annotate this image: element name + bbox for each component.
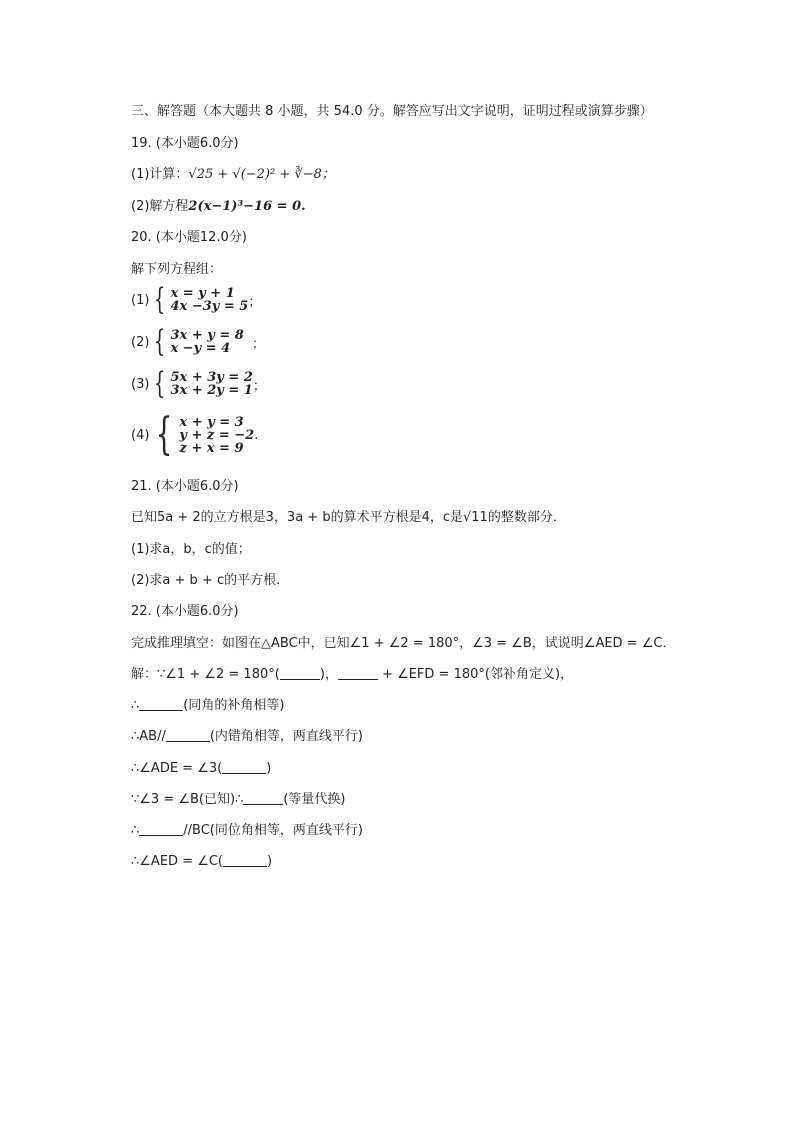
q20-system-2 <box>131 324 265 359</box>
q19-part1-expr: √25 + √(−2)² + ∛−8； <box>188 167 335 182</box>
q21-statement: 已知5a + 2的立方根是3，3a + b的算术平方根是4，c是√11的整数部分． <box>131 510 566 525</box>
q20-system-3-tail: ； <box>252 378 266 394</box>
q22-step-7 <box>131 853 272 871</box>
answer-blank-4[interactable] <box>166 729 210 742</box>
q19-part2-expr: 2(x−1)³−16 = 0. <box>188 199 306 214</box>
q22-step-5-b: (等量代换) <box>283 792 346 807</box>
answer-blank-1[interactable] <box>280 667 320 680</box>
q20-system-2-tail: ； <box>251 336 265 352</box>
q22-step-3-b: (内错角相等，两直线平行) <box>209 729 363 744</box>
q20-system-1-label: (1) <box>131 292 150 308</box>
q22-step-2-b: (同角的补角相等) <box>183 698 285 713</box>
section-title: 三、解答题（本大题共 8 小题，共 54.0 分。解答应写出文字说明，证明过程或演算步骤） <box>131 104 653 119</box>
q20-system-1-tail: ； <box>248 294 262 310</box>
q20-system-3-label: (3) <box>131 376 150 392</box>
q20-system-4-eq2: y + z = −2 <box>179 427 255 443</box>
q19-part2-label: (2)解方程 <box>131 199 189 214</box>
answer-blank-2[interactable] <box>338 667 378 680</box>
q19-header: 19. (本小题6.0分) <box>131 136 239 151</box>
answer-blank-8[interactable] <box>223 854 267 867</box>
q22-step-2 <box>131 697 284 715</box>
q22-step-1-b: )， <box>319 667 338 682</box>
q22-step-6-a: ∴ <box>131 823 140 838</box>
q19-part1 <box>131 166 335 184</box>
answer-blank-5[interactable] <box>222 761 266 774</box>
q22-step-7-a: ∴∠AED = ∠C( <box>131 854 224 869</box>
q22-step-5 <box>131 791 346 809</box>
answer-blank-6[interactable] <box>243 792 283 805</box>
q20-system-2-eq1: 3x + y = 8 <box>170 328 244 343</box>
q20-system-4-tail: . <box>254 427 259 443</box>
q22-step-6-b: //BC(同位角相等，两直线平行) <box>183 823 363 838</box>
q20-system-4-eq1: x + y = 3 <box>179 414 244 430</box>
brace-icon: { <box>154 366 166 401</box>
q20-system-2-label: (2) <box>131 334 150 350</box>
q20-system-4-eq3: z + x = 9 <box>179 440 244 456</box>
brace-icon: { <box>154 324 166 359</box>
q22-step-3-a: ∴AB// <box>131 729 166 744</box>
q20-system-1-eq1: x = y + 1 <box>170 286 235 301</box>
q20-system-4-label: (4) <box>131 427 150 443</box>
q20-system-1-eq2: 4x −3y = 5 <box>170 299 249 314</box>
q22-step-4 <box>131 760 271 778</box>
answer-blank-3[interactable] <box>139 698 183 711</box>
answer-blank-7[interactable] <box>139 823 183 836</box>
q22-step-5-a: ∵∠3 = ∠B(已知)∴ <box>131 792 244 807</box>
q22-step-1-a: 解：∵∠1 + ∠2 = 180°( <box>131 667 280 682</box>
q19-part1-label: (1)计算： <box>131 167 189 182</box>
q20-system-3 <box>131 366 266 401</box>
brace-icon: { <box>154 282 166 317</box>
q22-step-4-a: ∴∠ADE = ∠3( <box>131 761 223 776</box>
q22-step-6 <box>131 822 363 840</box>
q20-system-3-eq1: 5x + 3y = 2 <box>170 370 253 385</box>
q19-part2 <box>131 198 306 216</box>
q22-step-7-b: ) <box>267 854 273 869</box>
brace-icon: { <box>156 409 173 460</box>
q22-step-1-c: + ∠EFD = 180°(邻补角定义)， <box>377 667 574 682</box>
q20-intro: 解下列方程组： <box>131 262 223 277</box>
q21-part2: (2)求a + b + c的平方根． <box>131 573 290 588</box>
q20-header: 20. (本小题12.0分) <box>131 230 247 245</box>
q20-system-3-eq2: 3x + 2y = 1 <box>170 383 253 398</box>
q22-statement: 完成推理填空：如图在△ABC中，已知∠1 + ∠2 = 180°，∠3 = ∠B，试说明∠AED = ∠C． <box>131 636 676 651</box>
q21-part1: (1)求a，b，c的值； <box>131 542 251 557</box>
q21-header: 21. (本小题6.0分) <box>131 479 239 494</box>
q22-step-2-a: ∴ <box>131 698 140 713</box>
q22-step-3 <box>131 728 363 746</box>
q22-step-1 <box>131 666 573 684</box>
q22-step-4-b: ) <box>266 761 272 776</box>
q20-system-1 <box>131 282 262 317</box>
q20-system-4 <box>131 409 259 460</box>
q22-header: 22. (本小题6.0分) <box>131 604 239 619</box>
q20-system-2-eq2: x −y = 4 <box>170 341 231 356</box>
